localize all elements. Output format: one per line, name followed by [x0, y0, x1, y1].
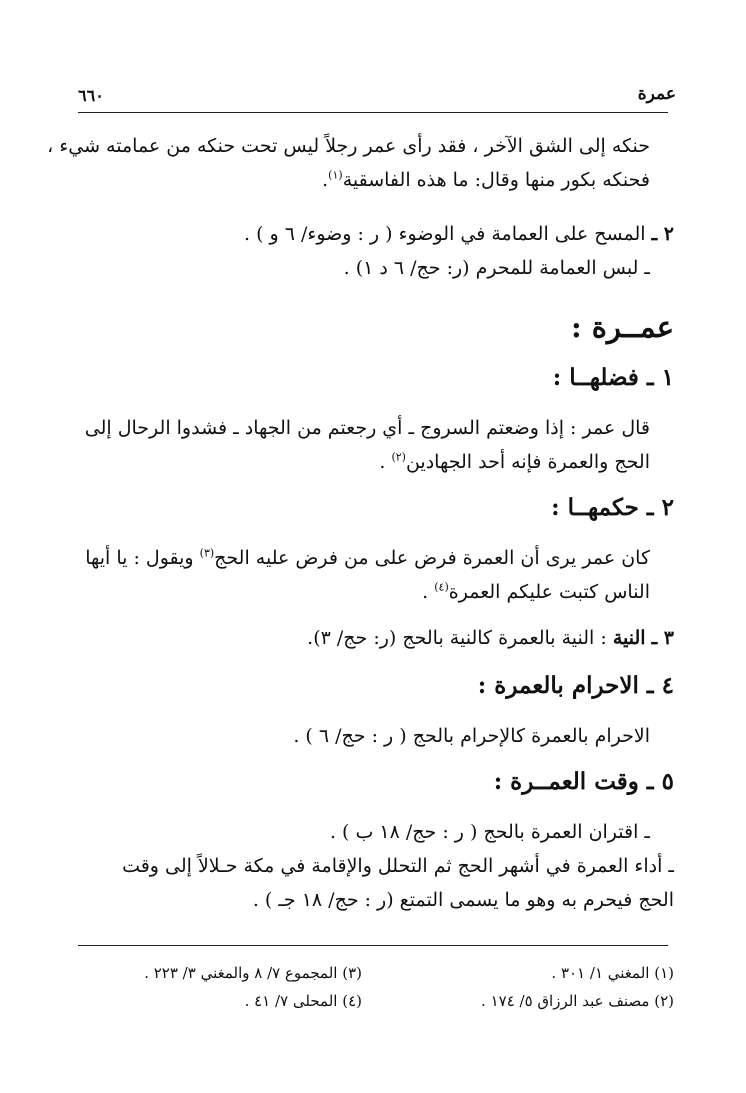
section-2-line-2-end: . — [422, 581, 435, 603]
item-masah-text: المسح على العمامة في الوضوء ( ر : وضوء/ ٦ و ) . — [243, 223, 646, 245]
running-header-title: عمرة — [637, 84, 676, 104]
section-3-text: : النية بالعمرة كالنية بالحج (ر: حج/ ٣). — [307, 627, 613, 649]
footnote-2: (٢) مصنف عبد الرزاق ٥/ ١٧٤ . — [481, 992, 674, 1010]
section-2-title: ٢ ـ حكمهــا : — [551, 494, 674, 521]
section-4-text: الاحرام بالعمرة كالإحرام بالحج ( ر : حج/ ٦ ) . — [293, 725, 650, 747]
section-5-line-1: ـ اقتران العمرة بالحج ( ر : حج/ ١٨ ب ) . — [329, 821, 650, 843]
section-2-line-1 — [85, 546, 650, 572]
footnote-3: (٣) المجموع ٧/ ٨ والمغني ٣/ ٢٢٣ . — [144, 964, 362, 982]
section-1-line-2-text: الحج والعمرة فإنه أحد الجهادين — [405, 451, 650, 473]
footnote-ref-1: (١) — [328, 168, 343, 182]
footnote-ref-3: (٣) — [199, 546, 215, 560]
main-heading: عمــرة : — [570, 310, 674, 344]
section-5-line-2: ـ أداء العمرة في أشهر الحج ثم التحلل والإقامة في مكة حـلالاً إلى وقت — [122, 855, 674, 877]
section-2-line-1-text: كان عمر يرى أن العمرة فرض على من فرض عليه الحج — [214, 547, 650, 569]
intro-line-2-end: . — [322, 169, 329, 191]
footnote-4: (٤) المحلى ٧/ ٤١ . — [244, 992, 362, 1010]
section-2-line-2 — [422, 580, 650, 606]
section-2-line-2-text: الناس كتبت عليكم العمرة — [448, 581, 650, 603]
footnote-rule — [78, 945, 668, 946]
section-3 — [307, 626, 674, 652]
section-5-title: ٥ ـ وقت العمــرة : — [493, 768, 674, 795]
section-3-number: ٣ ـ — [651, 627, 674, 649]
item-masah-number: ٢ ـ — [651, 223, 674, 245]
footnote-ref-2: (٢) — [391, 450, 406, 464]
intro-line-2-text: فحنكه بكور منها وقال: ما هذه الفاسقية — [342, 169, 650, 191]
section-4-title: ٤ ـ الاحرام بالعمرة : — [477, 672, 674, 699]
section-3-label: النية — [612, 627, 646, 649]
header-rule — [78, 112, 668, 113]
intro-line-1: حنكه إلى الشق الآخر ، فقد رأى عمر رجلاً ليس تحت حنكه من عمامته شيء ، — [47, 135, 650, 157]
section-1-line-2-end: . — [379, 451, 392, 473]
section-2-line-1-cont: ويقول : يا أيها — [85, 547, 200, 569]
intro-line-2 — [322, 168, 650, 194]
page-number: ٦٦٠ — [78, 86, 104, 105]
section-1-line-2 — [379, 450, 650, 476]
footnote-1: (١) المغني ١/ ٣٠١ . — [551, 964, 674, 982]
footnote-ref-4: (٤) — [434, 580, 449, 594]
section-1-title: ١ ـ فضلهــا : — [552, 364, 674, 391]
section-5-line-3: الحج فيحرم به وهو ما يسمى التمتع (ر : حج/ ١٨ جـ ) . — [252, 889, 674, 911]
item-masah — [244, 222, 674, 248]
section-1-line-1: قال عمر : إذا وضعتم السروج ـ أي رجعتم من الجهاد ـ فشدوا الرحال إلى — [84, 417, 650, 439]
item-labs: ـ لبس العمامة للمحرم (ر: حج/ ٦ د ١) . — [343, 257, 650, 279]
